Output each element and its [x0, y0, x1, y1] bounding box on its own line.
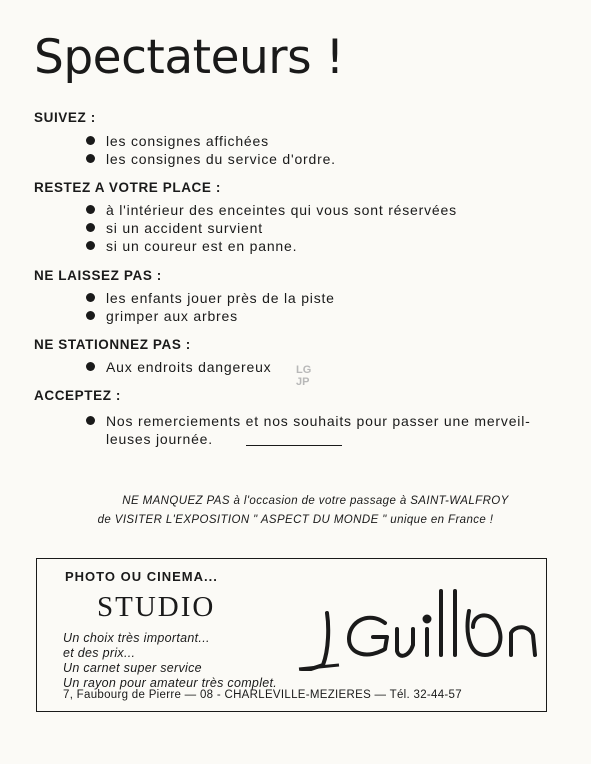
item-text: si un accident survient — [106, 220, 263, 236]
section-ne-stationnez-pas — [34, 337, 271, 376]
item-text: grimper aux arbres — [106, 308, 238, 324]
list-item — [86, 289, 335, 307]
section-heading: RESTEZ A VOTRE PLACE : — [34, 180, 221, 195]
bullet-icon — [86, 293, 95, 302]
guillon-signature-logo — [289, 581, 549, 671]
list-item — [86, 201, 457, 219]
bullet-icon — [86, 311, 95, 320]
ad-text-lines — [63, 631, 277, 691]
section-heading: SUIVEZ : — [34, 110, 96, 125]
watermark-line: LG — [296, 364, 312, 376]
section-suivez — [34, 110, 336, 168]
notice-line: NE MANQUEZ PAS à l'occasion de votre passage à SAINT-WALFROY — [122, 495, 509, 507]
list-item — [86, 150, 336, 168]
item-text: les consignes du service d'ordre. — [106, 151, 336, 167]
notice-line: de VISITER L'EXPOSITION " ASPECT DU MONDE " unique en France ! — [97, 514, 494, 526]
ad-line: et des prix... — [63, 646, 136, 660]
page-title: Spectateurs ! — [34, 30, 344, 85]
bullet-icon — [86, 136, 95, 145]
list-item — [86, 237, 457, 255]
watermark-line: JP — [296, 376, 310, 388]
section-ne-laissez-pas — [34, 268, 335, 325]
studio-advertisement — [36, 558, 547, 712]
item-text: les enfants jouer près de la piste — [106, 290, 335, 306]
ad-footer-address: 7, Faubourg de Pierre — 08 - CHARLEVILLE-MEZIERES — Tél. 32-44-57 — [63, 689, 462, 701]
item-text: Aux endroits dangereux — [106, 359, 272, 375]
exhibition-notice — [0, 492, 591, 530]
studio-name: STUDIO — [97, 591, 216, 623]
item-text: leuses journée. — [106, 431, 213, 447]
section-heading: NE STATIONNEZ PAS : — [34, 337, 191, 352]
list-item — [86, 307, 335, 325]
watermark-logo — [286, 364, 320, 396]
item-text: les consignes affichées — [106, 133, 269, 149]
item-text: si un coureur est en panne. — [106, 238, 298, 254]
bullet-icon — [86, 416, 95, 425]
ad-line: Un carnet super service — [63, 661, 202, 675]
bullet-icon — [86, 241, 95, 250]
bullet-icon — [86, 154, 95, 163]
list-item — [86, 412, 531, 430]
list-item — [86, 219, 457, 237]
section-heading: ACCEPTEZ : — [34, 388, 121, 403]
bullet-icon — [86, 362, 95, 371]
divider-rule — [246, 445, 342, 446]
bullet-icon — [86, 205, 95, 214]
ad-line: Un choix très important... — [63, 631, 210, 645]
item-text: Nos remerciements et nos souhaits pour passer une merveil- — [106, 413, 531, 429]
ad-line: Un rayon pour amateur très complet. — [63, 676, 278, 690]
bullet-icon — [86, 223, 95, 232]
section-restez — [34, 180, 457, 255]
section-acceptez — [34, 388, 531, 448]
list-item — [86, 358, 271, 376]
item-text: à l'intérieur des enceintes qui vous sont réservées — [106, 202, 457, 218]
section-heading: NE LAISSEZ PAS : — [34, 268, 162, 283]
list-item — [86, 132, 336, 150]
ad-heading: PHOTO OU CINEMA... — [65, 569, 218, 584]
